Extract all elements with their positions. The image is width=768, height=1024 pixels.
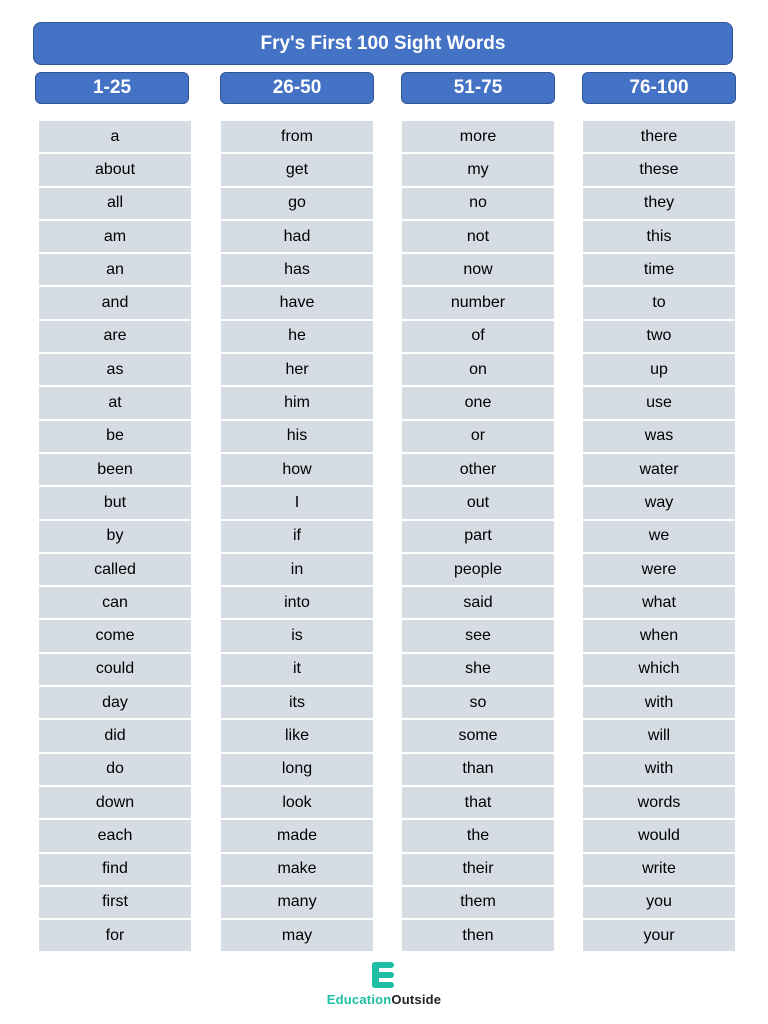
word-cell: there <box>583 121 735 152</box>
word-cell: go <box>221 188 373 219</box>
word-cell: by <box>39 521 191 552</box>
word-cell: each <box>39 820 191 851</box>
word-cell: will <box>583 720 735 751</box>
word-cell: all <box>39 188 191 219</box>
word-cell: him <box>221 387 373 418</box>
brand-logo <box>300 960 468 1016</box>
word-cell: how <box>221 454 373 485</box>
word-cell: do <box>39 754 191 785</box>
column-header: 1-25 <box>35 72 189 104</box>
word-cell: many <box>221 887 373 918</box>
word-cell: long <box>221 754 373 785</box>
word-cell: they <box>583 188 735 219</box>
word-cell: has <box>221 254 373 285</box>
word-cell: when <box>583 620 735 651</box>
word-cell: and <box>39 287 191 318</box>
word-cell: then <box>402 920 554 951</box>
word-cell: if <box>221 521 373 552</box>
word-cell: its <box>221 687 373 718</box>
word-cell: so <box>402 687 554 718</box>
word-cell: people <box>402 554 554 585</box>
word-cell: as <box>39 354 191 385</box>
word-cell: with <box>583 687 735 718</box>
word-cell: my <box>402 154 554 185</box>
word-cell: water <box>583 454 735 485</box>
word-cell: did <box>39 720 191 751</box>
word-cell: part <box>402 521 554 552</box>
word-cell: like <box>221 720 373 751</box>
word-column <box>221 121 373 953</box>
word-cell: one <box>402 387 554 418</box>
word-cell: way <box>583 487 735 518</box>
brand-name-part2: Outside <box>391 992 442 1007</box>
word-cell: for <box>39 920 191 951</box>
word-cell: other <box>402 454 554 485</box>
word-cell: the <box>402 820 554 851</box>
word-cell: now <box>402 254 554 285</box>
word-cell: what <box>583 587 735 618</box>
word-cell: time <box>583 254 735 285</box>
word-cell: that <box>402 787 554 818</box>
word-cell: day <box>39 687 191 718</box>
word-cell: we <box>583 521 735 552</box>
word-column <box>39 121 191 953</box>
word-cell: are <box>39 321 191 352</box>
word-cell: get <box>221 154 373 185</box>
word-cell: make <box>221 854 373 885</box>
word-cell: not <box>402 221 554 252</box>
word-cell: about <box>39 154 191 185</box>
word-cell: of <box>402 321 554 352</box>
word-cell: I <box>221 487 373 518</box>
word-cell: made <box>221 820 373 851</box>
word-cell: these <box>583 154 735 185</box>
word-cell: had <box>221 221 373 252</box>
word-cell: them <box>402 887 554 918</box>
word-cell: in <box>221 554 373 585</box>
education-outside-logo-icon <box>369 960 399 990</box>
word-column <box>402 121 554 953</box>
word-cell: to <box>583 287 735 318</box>
word-cell: down <box>39 787 191 818</box>
word-cell: out <box>402 487 554 518</box>
word-cell: at <box>39 387 191 418</box>
word-cell: up <box>583 354 735 385</box>
column-header: 76-100 <box>582 72 736 104</box>
brand-name <box>327 992 441 1007</box>
word-cell: been <box>39 454 191 485</box>
word-cell: but <box>39 487 191 518</box>
word-cell: have <box>221 287 373 318</box>
word-cell: no <box>402 188 554 219</box>
word-cell: his <box>221 421 373 452</box>
word-cell: this <box>583 221 735 252</box>
word-cell: two <box>583 321 735 352</box>
page-title: Fry's First 100 Sight Words <box>33 22 733 65</box>
word-cell: from <box>221 121 373 152</box>
word-cell: more <box>402 121 554 152</box>
word-cell: a <box>39 121 191 152</box>
word-cell: words <box>583 787 735 818</box>
word-cell: see <box>402 620 554 651</box>
word-cell: into <box>221 587 373 618</box>
word-cell: were <box>583 554 735 585</box>
word-cell: it <box>221 654 373 685</box>
word-cell: is <box>221 620 373 651</box>
word-cell: she <box>402 654 554 685</box>
word-cell: was <box>583 421 735 452</box>
word-cell: can <box>39 587 191 618</box>
word-cell: on <box>402 354 554 385</box>
word-cell: use <box>583 387 735 418</box>
word-cell: or <box>402 421 554 452</box>
word-cell: called <box>39 554 191 585</box>
word-cell: come <box>39 620 191 651</box>
word-cell: would <box>583 820 735 851</box>
column-header: 51-75 <box>401 72 555 104</box>
column-header: 26-50 <box>220 72 374 104</box>
word-cell: her <box>221 354 373 385</box>
brand-name-part1: Education <box>326 992 392 1007</box>
word-cell: said <box>402 587 554 618</box>
word-cell: an <box>39 254 191 285</box>
word-cell: look <box>221 787 373 818</box>
word-cell: may <box>221 920 373 951</box>
word-cell: find <box>39 854 191 885</box>
word-cell: number <box>402 287 554 318</box>
word-cell: be <box>39 421 191 452</box>
word-cell: your <box>583 920 735 951</box>
word-cell: some <box>402 720 554 751</box>
word-cell: you <box>583 887 735 918</box>
word-cell: am <box>39 221 191 252</box>
word-cell: could <box>39 654 191 685</box>
word-cell: than <box>402 754 554 785</box>
word-column <box>583 121 735 953</box>
word-cell: their <box>402 854 554 885</box>
word-cell: first <box>39 887 191 918</box>
word-cell: which <box>583 654 735 685</box>
word-cell: he <box>221 321 373 352</box>
word-cell: write <box>583 854 735 885</box>
word-cell: with <box>583 754 735 785</box>
